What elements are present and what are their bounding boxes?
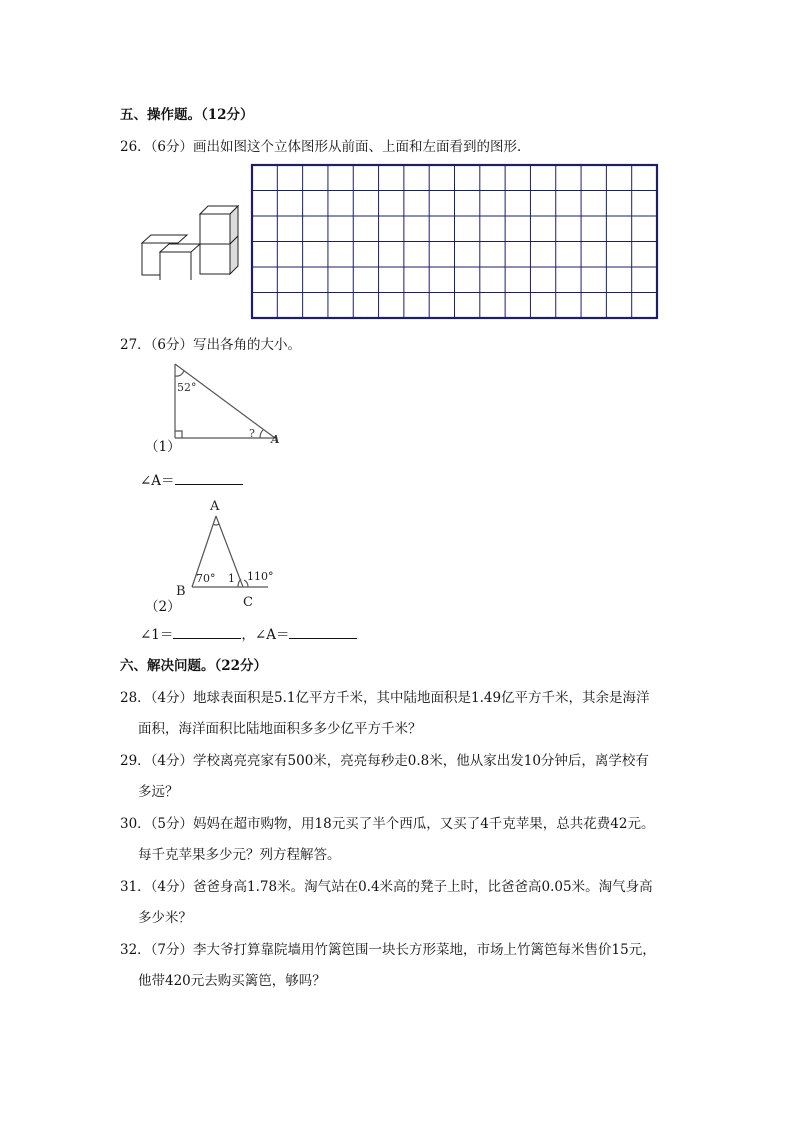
section-5-heading: 五、操作题。（12分）: [120, 107, 254, 123]
answer-2b-label: ∠A＝: [254, 627, 290, 643]
apex-angle-arc: [213, 524, 219, 525]
question-30-line-2: 每千克苹果多少元？列方程解答。: [138, 847, 341, 863]
vertex-a-label: A: [271, 433, 280, 445]
cube-back-top: [142, 235, 187, 243]
question-26-text: 26．（6分）画出如图这个立体图形从前面、上面和左面看到的图形．: [120, 139, 531, 155]
angle-70-label: 70°: [196, 572, 216, 585]
question-29-line-1: 29．（4分）学校离亮亮家有500米，亮亮每秒走0.8米，他从家出发10分钟后，离学校有: [120, 753, 649, 769]
section-6-heading: 六、解决问题。（22分）: [120, 658, 268, 674]
cube-front-front: [160, 252, 191, 280]
top-angle-arc: [175, 371, 184, 376]
triangle-abc-figure: [168, 494, 280, 612]
drawing-grid[interactable]: [250, 163, 660, 321]
answer-2a-label: ∠1＝: [140, 627, 174, 643]
cube-stack-figure: [136, 200, 246, 280]
angle-52-label: 52°: [177, 381, 197, 394]
vertex-a-label: A: [210, 499, 220, 514]
vertex-b-label: B: [176, 584, 186, 599]
question-28-line-2: 面积，海洋面积比陆地面积多多少亿平方千米？: [138, 721, 422, 737]
answer-1-blank[interactable]: [175, 470, 243, 485]
answer-1-label: ∠A＝: [140, 473, 175, 489]
vertex-a-arc: [260, 430, 263, 438]
question-31-line-2: 多少米？: [138, 910, 192, 926]
question-30-line-1: 30．（5分）妈妈在超市购物，用18元买了半个西瓜，又买了4千克苹果，总共花费42元。: [120, 816, 655, 832]
answer-1-row: [140, 469, 243, 489]
answer-2a-blank[interactable]: [173, 624, 241, 639]
right-triangle-figure: [165, 360, 290, 445]
figure-1-number: （1）: [145, 439, 181, 455]
vertex-c-label: C: [243, 595, 253, 610]
angle-1-arc: [238, 579, 241, 587]
cube-lower-front: [200, 244, 230, 274]
answer-2-row: [140, 623, 357, 643]
angle-1-label: 1: [228, 572, 235, 585]
question-29-line-2: 多远？: [138, 784, 179, 800]
cube-upper-front: [200, 214, 230, 244]
question-31-line-1: 31．（4分）爸爸身高1.78米。淘气站在0.4米高的凳子上时，比爸爸高0.05米。淘气身高: [120, 879, 653, 895]
question-27-text: 27．（6分）写出各角的大小。: [120, 337, 302, 353]
angle-110-label: 110°: [247, 570, 274, 583]
figure-2-number: （2）: [145, 599, 181, 615]
question-32-line-1: 32．（7分）李大爷打算靠院墙用竹篱笆围一块长方形菜地，市场上竹篱笆每米售价15元，: [120, 942, 656, 958]
unknown-angle-mark: ?: [249, 427, 255, 440]
triangle-hypotenuse: [175, 364, 275, 438]
answer-2b-blank[interactable]: [289, 624, 357, 639]
answer-2-separator: ，: [241, 627, 255, 643]
question-28-line-1: 28．（4分）地球表面积是5.1亿平方千米，其中陆地面积是1.49亿平方千米，其余是海洋: [120, 690, 650, 706]
question-32-line-2: 他带420元去购买篱笆，够吗？: [138, 973, 326, 989]
